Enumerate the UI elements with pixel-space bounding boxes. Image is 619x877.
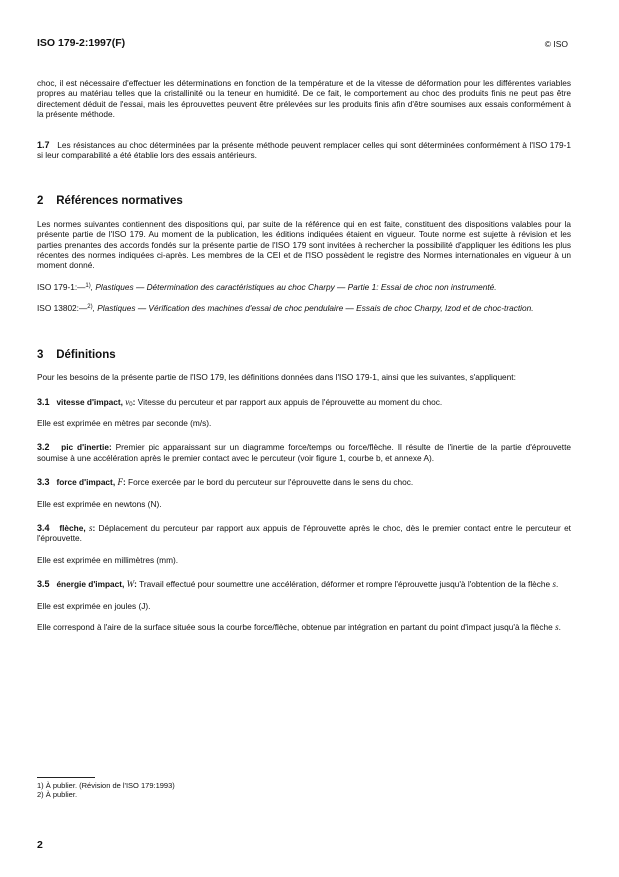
normative-reference-2 xyxy=(37,303,571,313)
page-number: 2 xyxy=(37,839,43,851)
clause-1-7 xyxy=(37,140,571,161)
definition-colon: : xyxy=(122,477,126,488)
intro-paragraph: choc, il est nécessaire d'effectuer les déterminations en fonction de la température et de la vitesse de déformation pour les différentes variables propres au matériau telles que la cristallinité ou la teneur en humidité. De ce fait, le comportement au choc des produits finis ne peut pas être directement déduit de l'essai, mais les éprouvettes peuvent être prélevées sur les produits finis afin d'être soumises aux essais conformément à la présente méthode. xyxy=(37,78,571,120)
definition-text: Travail effectué pour soumettre une accélération, déformer et rompre l'éprouvette jusqu'à l'obtention de la flèche xyxy=(136,579,553,590)
section-number: 2 xyxy=(37,195,44,208)
section-title: Définitions xyxy=(56,348,116,361)
section-number: 3 xyxy=(37,348,44,361)
footnote-rule xyxy=(37,777,95,778)
definition-3-5-unit: Elle est exprimée en joules (J). xyxy=(37,600,151,611)
clause-text: Les résistances au choc déterminées par la présente méthode peuvent remplacer celles qui sont déterminées conformément à l'ISO 179-1 si leur comparabilité a été établie lors des essais antérieurs. xyxy=(37,139,572,161)
note-text: Elle correspond à l'aire de la surface située sous la courbe force/flèche, obtenue par intégration en partant du point d'impact jusqu'à la flèche xyxy=(37,621,556,632)
definition-3-4 xyxy=(37,523,571,544)
definition-number: 3.3 xyxy=(37,477,50,488)
definition-term: vitesse d'impact, xyxy=(56,396,123,407)
reference-code: ISO 179-1:— xyxy=(37,281,86,292)
definition-text: Premier pic apparaissant sur un diagramme force/temps ou force/flèche. Il résulte de l'inertie de la partie d'éprouvette soumise à une accélération après le premier contact avec le percuteur (voir figure 1, courbe b, et annexe A). xyxy=(37,442,571,463)
document-id: ISO 179-2:1997(F) xyxy=(37,37,126,49)
note-end: . xyxy=(558,621,561,632)
definition-symbol: v xyxy=(125,396,130,407)
definition-text: Vitesse du percuteur et par rapport aux appuis de l'éprouvette au moment du choc. xyxy=(135,396,443,407)
definition-term: pic d'inertie: xyxy=(61,442,112,453)
definition-text: Force exercée par le bord du percuteur sur l'éprouvette dans le sens du choc. xyxy=(125,477,414,488)
section-3-heading xyxy=(37,350,571,360)
footnotes xyxy=(37,777,571,799)
page-body xyxy=(37,78,571,643)
footnote-2: 2) À publier. xyxy=(37,790,78,799)
definition-number: 3.5 xyxy=(37,579,50,590)
definition-3-1-unit: Elle est exprimée en mètres par seconde (m/s). xyxy=(37,417,212,428)
definition-colon: : xyxy=(132,396,136,407)
section-title: Références normatives xyxy=(56,195,183,208)
definition-3-2 xyxy=(37,442,571,463)
definition-number: 3.2 xyxy=(37,442,50,453)
definition-number: 3.4 xyxy=(37,522,50,533)
symbol-subscript: 0 xyxy=(129,401,133,408)
definition-colon: : xyxy=(134,579,137,590)
section-2-heading xyxy=(37,196,571,206)
reference-title: , Plastiques — Détermination des caractéristiques au choc Charpy — Partie 1: Essai de choc non instrumenté. xyxy=(90,281,497,292)
definition-symbol: W xyxy=(126,579,135,590)
definition-symbol: s xyxy=(88,522,93,533)
definition-number: 3.1 xyxy=(37,396,50,407)
section-3-intro: Pour les besoins de la présente partie de l'ISO 179, les définitions données dans l'ISO 179-1, ainsi que les suivantes, s'appliquent: xyxy=(37,372,516,383)
section-2-paragraph: Les normes suivantes contiennent des dispositions qui, par suite de la référence qui en est faite, constituent des dispositions valables pour la présente partie de l'ISO 179. Au moment de la publication, les éditions indiquées étaient en vigueur. Toute norme est sujette à révision et les parties prenantes des accords fondés sur la présente partie de l'ISO 179 sont invitées à rechercher la possibilité d'appliquer les éditions les plus récentes des normes indiquées ci-après. Les membres de la CEI et de l'ISO possèdent le registre des Normes internationales en vigueur à un moment donné. xyxy=(37,218,571,271)
definition-3-3-unit: Elle est exprimée en newtons (N). xyxy=(37,498,162,509)
footnote-mark: 2) xyxy=(87,304,93,311)
definition-term: force d'impact, xyxy=(56,477,116,488)
definition-3-3 xyxy=(37,477,571,487)
definition-symbol: s xyxy=(552,579,556,590)
definition-3-4-unit: Elle est exprimée en millimètres (mm). xyxy=(37,554,179,565)
footnote-1: 1) À publier. (Révision de l'ISO 179:1993) xyxy=(37,781,175,790)
definition-text: Déplacement du percuteur par rapport aux appuis de l'éprouvette après le choc, dès le premier contact entre le percuteur et l'éprouvette. xyxy=(37,522,571,544)
clause-number: 1.7 xyxy=(37,139,50,150)
definition-3-1 xyxy=(37,397,571,407)
definition-term: flèche, xyxy=(59,522,86,533)
definition-end: . xyxy=(556,579,559,590)
reference-code: ISO 13802:— xyxy=(37,303,88,314)
footnote-mark: 1) xyxy=(85,282,91,289)
definition-colon: : xyxy=(92,522,96,533)
reference-title: , Plastiques — Vérification des machines d'essai de choc pendulaire — Essais de choc Charpy, Izod et de choc-traction. xyxy=(92,303,534,314)
copyright-mark: © ISO xyxy=(544,39,568,49)
definition-3-5 xyxy=(37,579,571,589)
definition-symbol: F xyxy=(117,477,123,488)
normative-reference-1 xyxy=(37,282,571,292)
definition-3-5-note xyxy=(37,622,571,632)
definition-symbol: s xyxy=(555,621,559,632)
definition-term: énergie d'impact, xyxy=(56,579,125,590)
